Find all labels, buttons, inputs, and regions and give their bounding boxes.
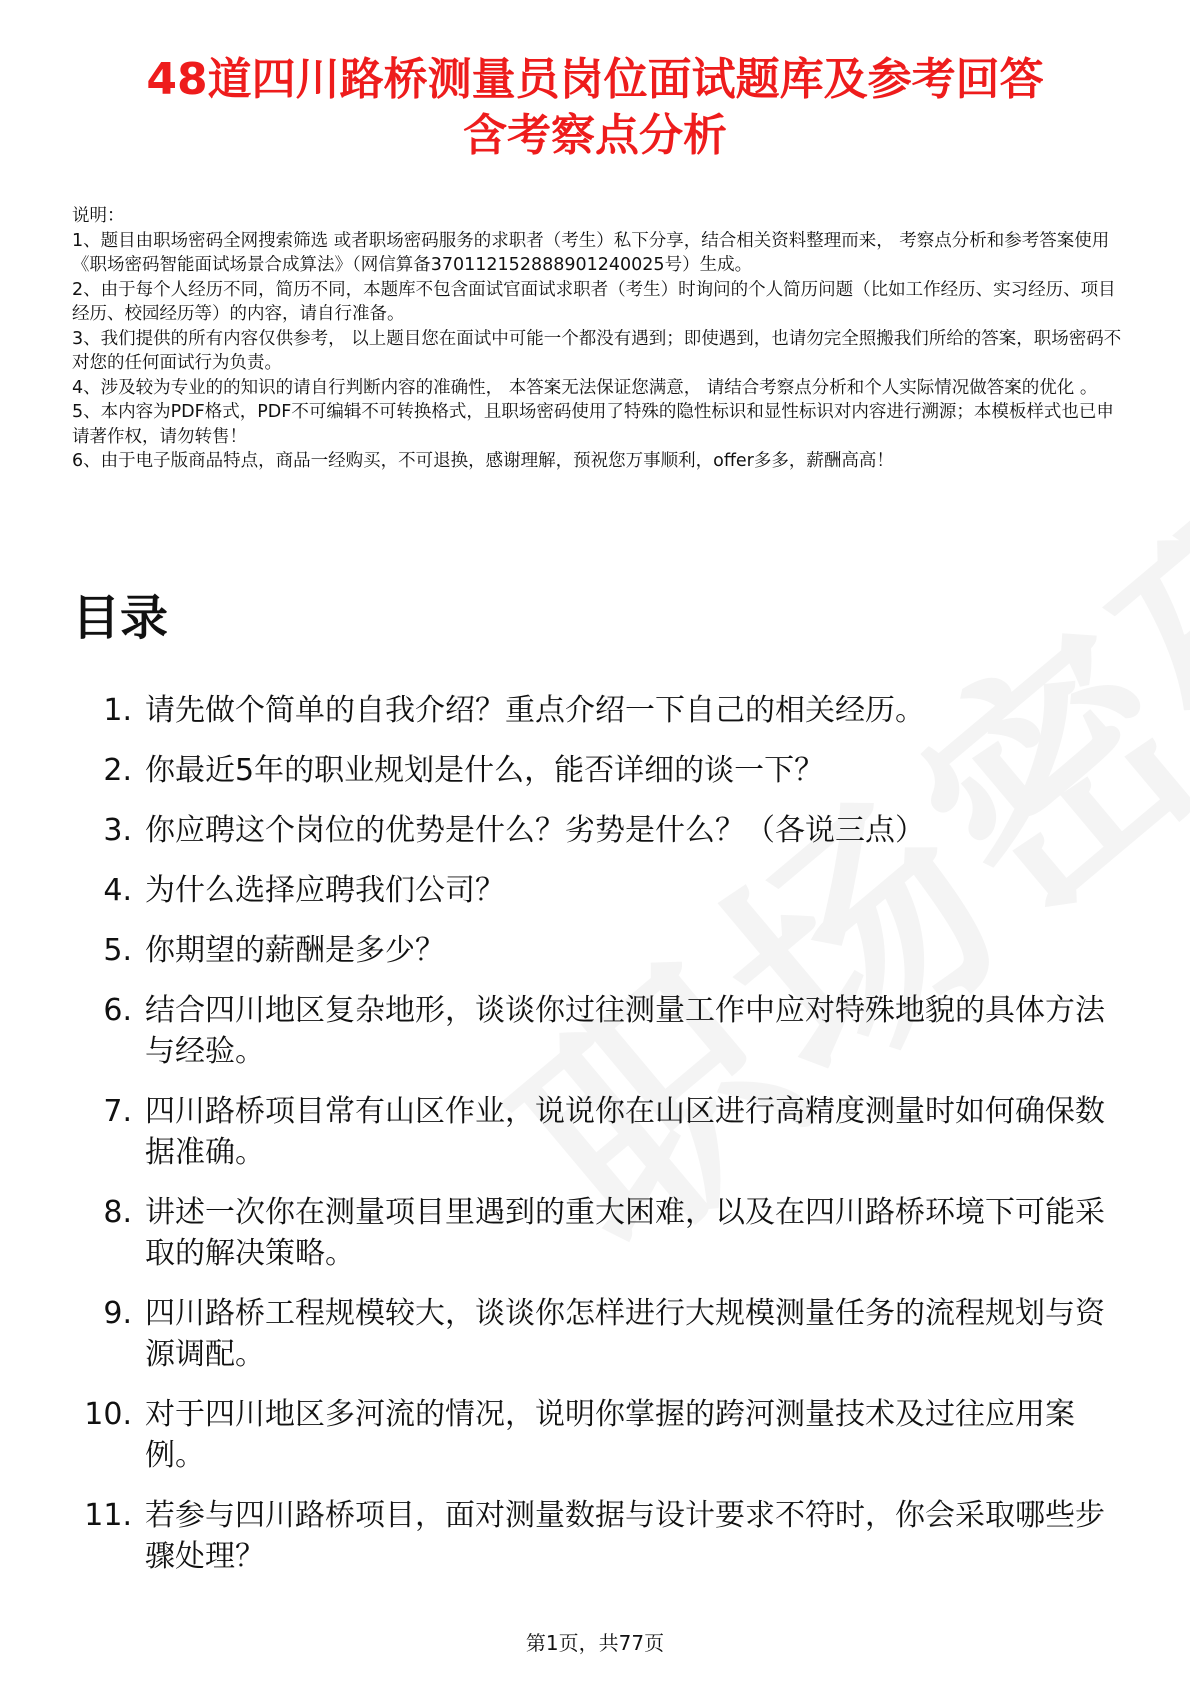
toc-item-text: 讲述一次你在测量项目里遇到的重大困难，以及在四川路桥环境下可能采取的解决策略。 <box>145 1195 1105 1271</box>
toc-item-text: 结合四川地区复杂地形，谈谈你过往测量工作中应对特殊地貌的具体方法与经验。 <box>145 993 1105 1069</box>
toc-item-number: 1. <box>103 693 132 728</box>
toc-item-number: 2. <box>103 753 132 788</box>
toc-item-number: 11. <box>84 1498 132 1533</box>
toc-item[interactable] <box>0 810 1190 851</box>
toc-item[interactable] <box>0 990 1190 1072</box>
table-of-contents <box>0 690 1190 1596</box>
disclaimer-notes <box>72 204 1122 474</box>
toc-item-text: 若参与四川路桥项目，面对测量数据与设计要求不符时，你会采取哪些步骤处理？ <box>145 1498 1105 1574</box>
toc-item[interactable] <box>0 1495 1190 1577</box>
toc-item-text: 对于四川地区多河流的情况，说明你掌握的跨河测量技术及过往应用案例。 <box>145 1397 1075 1473</box>
toc-item-text: 四川路桥工程规模较大，谈谈你怎样进行大规模测量任务的流程规划与资源调配。 <box>145 1296 1105 1372</box>
note-item-4: 4、涉及较为专业的的知识的请自行判断内容的准确性， 本答案无法保证您满意， 请结合考察点分析和个人实际情况做答案的优化 。 <box>72 377 1098 398</box>
toc-item[interactable] <box>0 690 1190 731</box>
toc-item-text: 四川路桥项目常有山区作业，说说你在山区进行高精度测量时如何确保数据准确。 <box>145 1094 1105 1170</box>
toc-item[interactable] <box>0 1293 1190 1375</box>
note-item-5: 5、本内容为PDF格式，PDF不可编辑不可转换格式，且职场密码使用了特殊的隐性标识和显性标识对内容进行溯源；本模板样式也已申请著作权，请勿转售！ <box>72 402 1114 447</box>
document-title <box>0 52 1190 164</box>
toc-item-number: 10. <box>84 1397 132 1432</box>
toc-item[interactable] <box>0 750 1190 791</box>
toc-item[interactable] <box>0 930 1190 971</box>
page-number: 第1页，共77页 <box>525 1631 665 1655</box>
toc-item-number: 9. <box>103 1296 132 1331</box>
toc-item[interactable] <box>0 1192 1190 1274</box>
toc-item[interactable] <box>0 1091 1190 1173</box>
note-item-3: 3、我们提供的所有内容仅供参考， 以上题目您在面试中可能一个都没有遇到；即使遇到，也请勿完全照搬我们所给的答案，职场密码不对您的任何面试行为负责。 <box>72 328 1122 373</box>
toc-item-text: 你最近5年的职业规划是什么，能否详细的谈一下？ <box>145 753 825 788</box>
toc-heading: 目录 <box>72 590 169 646</box>
toc-item-number: 7. <box>103 1094 132 1129</box>
toc-item-number: 3. <box>103 813 132 848</box>
title-line-1: 48道四川路桥测量员岗位面试题库及参考回答 <box>146 54 1044 105</box>
note-item-2: 2、由于每个人经历不同，简历不同，本题库不包含面试官面试求职者（考生）时询问的个人简历问题（比如工作经历、实习经历、项目经历、校园经历等）的内容，请自行准备。 <box>72 279 1116 324</box>
toc-item-text: 你应聘这个岗位的优势是什么？劣势是什么？（各说三点） <box>145 813 925 848</box>
note-item-1: 1、题目由职场密码全网搜索筛选 或者职场密码服务的求职者（考生）私下分享，结合相关资料整理而来， 考察点分析和参考答案使用《职场密码智能面试场景合成算法》（网信算备370112152888901240025号）生成。 <box>72 230 1110 275</box>
toc-item-text: 请先做个简单的自我介绍？重点介绍一下自己的相关经历。 <box>145 693 925 728</box>
toc-item-number: 8. <box>103 1195 132 1230</box>
toc-item-number: 4. <box>103 873 132 908</box>
notes-heading: 说明： <box>72 206 125 226</box>
toc-item-number: 5. <box>103 933 132 968</box>
toc-item-number: 6. <box>103 993 132 1028</box>
toc-item-text: 你期望的薪酬是多少？ <box>145 933 445 968</box>
title-line-2: 含考察点分析 <box>463 110 727 161</box>
toc-item-text: 为什么选择应聘我们公司？ <box>145 873 505 908</box>
note-item-6: 6、由于电子版商品特点，商品一经购买，不可退换，感谢理解，预祝您万事顺利，offer多多，薪酬高高！ <box>72 451 894 471</box>
toc-item[interactable] <box>0 1394 1190 1476</box>
toc-item[interactable] <box>0 870 1190 911</box>
